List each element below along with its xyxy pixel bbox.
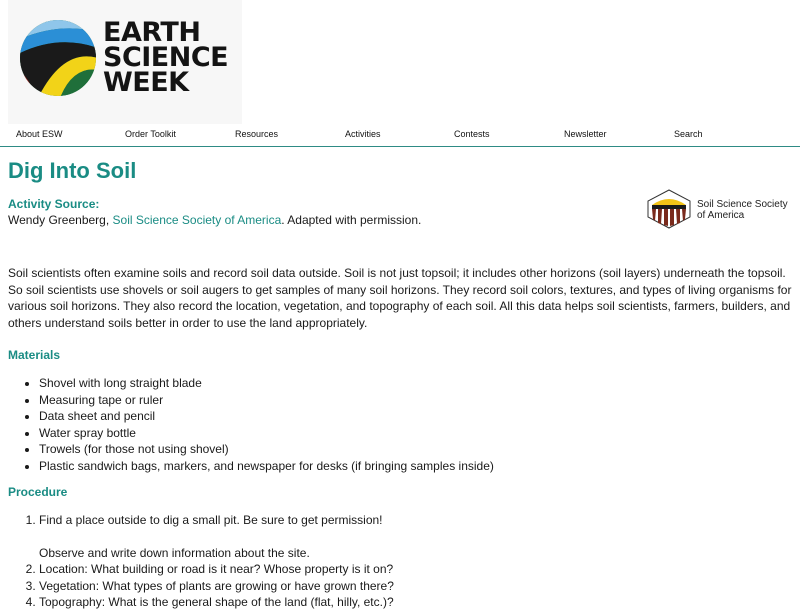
list-item: • Plastic sandwich bags, markers, and newspaper for desks (if bringing samples inside) [39, 458, 494, 475]
sssa-link[interactable]: Soil Science Society of America [112, 213, 282, 227]
nav-order-toolkit[interactable]: Order Toolkit [125, 129, 176, 139]
sssa-logo[interactable] [646, 189, 800, 231]
procedure-step: 1. Find a place outside to dig a small pit. Be sure to get permission! [39, 512, 383, 529]
list-item: • Shovel with long straight blade [39, 375, 494, 392]
page-title: Dig Into Soil [8, 158, 137, 183]
sssa-hexagon-icon [646, 189, 692, 229]
sssa-name-line-1: Soil Science Society [697, 199, 788, 210]
earth-science-week-logo-icon[interactable] [18, 18, 98, 98]
main-nav [0, 124, 800, 147]
list-item: • Data sheet and pencil [39, 408, 494, 425]
activity-source-line [8, 213, 421, 227]
intro-paragraph: Soil scientists often examine soils and record soil data outside. Soil is not just topsoil; it includes other horizons (soil layers) underneath the topsoil. So soil scientists use shovels or soil augers to get samples of many soil horizons. They record soil colors, textures, and types of living organisms for various soil horizons. They also record the location, vegetation, and topography of each soil. All this data helps soil scientists, farmers, builders, and others understand soils better in order to use the land appropriately. [8, 266, 792, 330]
activity-source-label: Activity Source: [8, 197, 100, 211]
sssa-name [697, 199, 788, 221]
sssa-name-line-2: of America [697, 210, 745, 221]
list-item: • Measuring tape or ruler [39, 392, 494, 409]
procedure-sublist [0, 561, 394, 611]
procedure-step: 2. Location: What building or road is it near? Whose property is it on? [39, 561, 394, 578]
logo-line-3: WEEK [103, 67, 189, 98]
nav-resources[interactable]: Resources [235, 129, 279, 139]
source-author: Wendy Greenberg, [8, 213, 113, 227]
site-logo-text[interactable] [103, 17, 229, 98]
nav-contests[interactable]: Contests [454, 129, 490, 139]
materials-heading: Materials [8, 348, 61, 362]
source-suffix: . Adapted with permission. [281, 213, 422, 227]
procedure-list [0, 512, 383, 529]
list-item: • Trowels (for those not using shovel) [39, 441, 494, 458]
logo-line-2: SCIENCE [103, 42, 229, 73]
materials-list [0, 375, 494, 474]
procedure-step: 4. Topography: What is the general shape of the land (flat, hilly, etc.)? [39, 594, 394, 611]
logo-line-1: EARTH [103, 17, 201, 48]
nav-search[interactable]: Search [674, 129, 703, 139]
procedure-observe-text: Observe and write down information about the site. [39, 546, 310, 560]
nav-newsletter[interactable]: Newsletter [564, 129, 607, 139]
procedure-heading: Procedure [8, 485, 68, 499]
procedure-step: 3. Vegetation: What types of plants are growing or have grown there? [39, 578, 394, 595]
site-header [8, 0, 242, 124]
nav-activities[interactable]: Activities [345, 129, 381, 139]
list-item: • Water spray bottle [39, 425, 494, 442]
nav-about-esw[interactable]: About ESW [16, 129, 63, 139]
